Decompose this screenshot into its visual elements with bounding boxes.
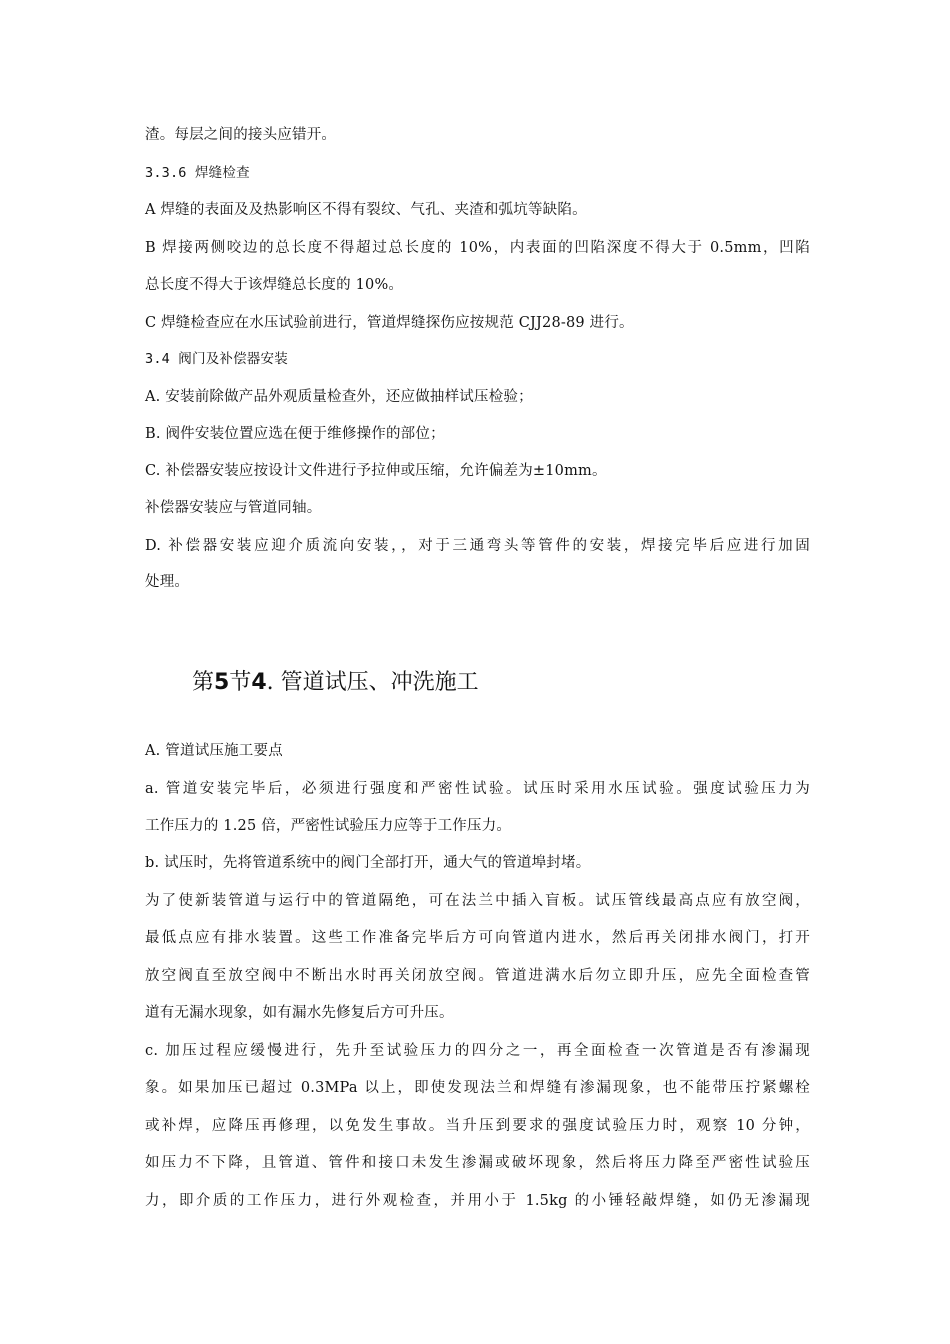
text-line: 道有无漏水现象，如有漏水先修复后方可升压。 (145, 1005, 454, 1021)
text-line: 力，即介质的工作压力，进行外观检查，并用小于 1.5kg 的小锤轻敲焊缝，如仍无渗漏现 (145, 1193, 810, 1209)
text-line: 处理。 (145, 574, 190, 590)
text-line: 或补焊，应降压再修理，以免发生事故。当升压到要求的强度试验压力时，观察 10 分钟， (145, 1118, 810, 1134)
text-line: C 焊缝检查应在水压试验前进行，管道焊缝探伤应按规范 CJJ28-89 进行。 (145, 315, 634, 331)
text-line: 总长度不得大于该焊缝总长度的 10%。 (145, 277, 404, 293)
text-line: A 焊缝的表面及及热影响区不得有裂纹、气孔、夹渣和弧坑等缺陷。 (145, 202, 587, 218)
text-line: b. 试压时，先将管道系统中的阀门全部打开，通大气的管道埠封堵。 (145, 855, 591, 871)
heading-mid: 节 (229, 670, 252, 695)
text-line: 放空阀直至放空阀中不断出水时再关闭放空阀。管道进满水后勿立即升压，应先全面检查管 (145, 968, 810, 984)
section-heading (192, 668, 479, 698)
text-line: D. 补偿器安装应迎介质流向安装，，对于三通弯头等管件的安装，焊接完毕后应进行加固 (145, 538, 810, 554)
text-line: 最低点应有排水装置。这些工作准备完毕后方可向管道内进水，然后再关闭排水阀门，打开 (145, 930, 810, 946)
text-line: c. 加压过程应缓慢进行，先升至试验压力的四分之一，再全面检查一次管道是否有渗漏现 (145, 1043, 810, 1059)
text-line: 如压力不下降，且管道、管件和接口未发生渗漏或破坏现象，然后将压力降至严密性试验压 (145, 1155, 810, 1171)
text-line: 象。如果加压已超过 0.3MPa 以上，即使发现法兰和焊缝有渗漏现象，也不能带压拧紧螺栓 (145, 1080, 810, 1096)
text-line: B 焊接两侧咬边的总长度不得超过总长度的 10%，内表面的凹陷深度不得大于 0.5mm，凹陷 (145, 240, 810, 256)
heading-prefix: 第 (192, 670, 215, 695)
subsection-heading: 3.3.6 焊缝检查 (145, 165, 250, 181)
text-line: 为了使新装管道与运行中的管道隔绝，可在法兰中插入盲板。试压管线最高点应有放空阀， (145, 893, 810, 909)
text-line: A. 管道试压施工要点 (145, 743, 283, 759)
text-line: C. 补偿器安装应按设计文件进行予拉伸或压缩，允许偏差为±10mm。 (145, 463, 607, 479)
text-line: a. 管道安装完毕后，必须进行强度和严密性试验。试压时采用水压试验。强度试验压力为 (145, 781, 810, 797)
subsection-heading: 3.4 阀门及补偿器安装 (145, 351, 288, 367)
text-line: 渣。每层之间的接头应错开。 (145, 127, 337, 143)
text-line: 工作压力的 1.25 倍，严密性试验压力应等于工作压力。 (145, 818, 512, 834)
heading-number-section: 5 (214, 670, 230, 695)
text-line: 补偿器安装应与管道同轴。 (145, 500, 322, 516)
heading-number-item: 4 (251, 670, 267, 695)
text-line: B. 阀件安装位置应选在便于维修操作的部位； (145, 426, 445, 442)
text-line: A. 安装前除做产品外观质量检查外，还应做抽样试压检验； (145, 389, 533, 405)
heading-title: . 管道试压、冲洗施工 (266, 670, 479, 695)
